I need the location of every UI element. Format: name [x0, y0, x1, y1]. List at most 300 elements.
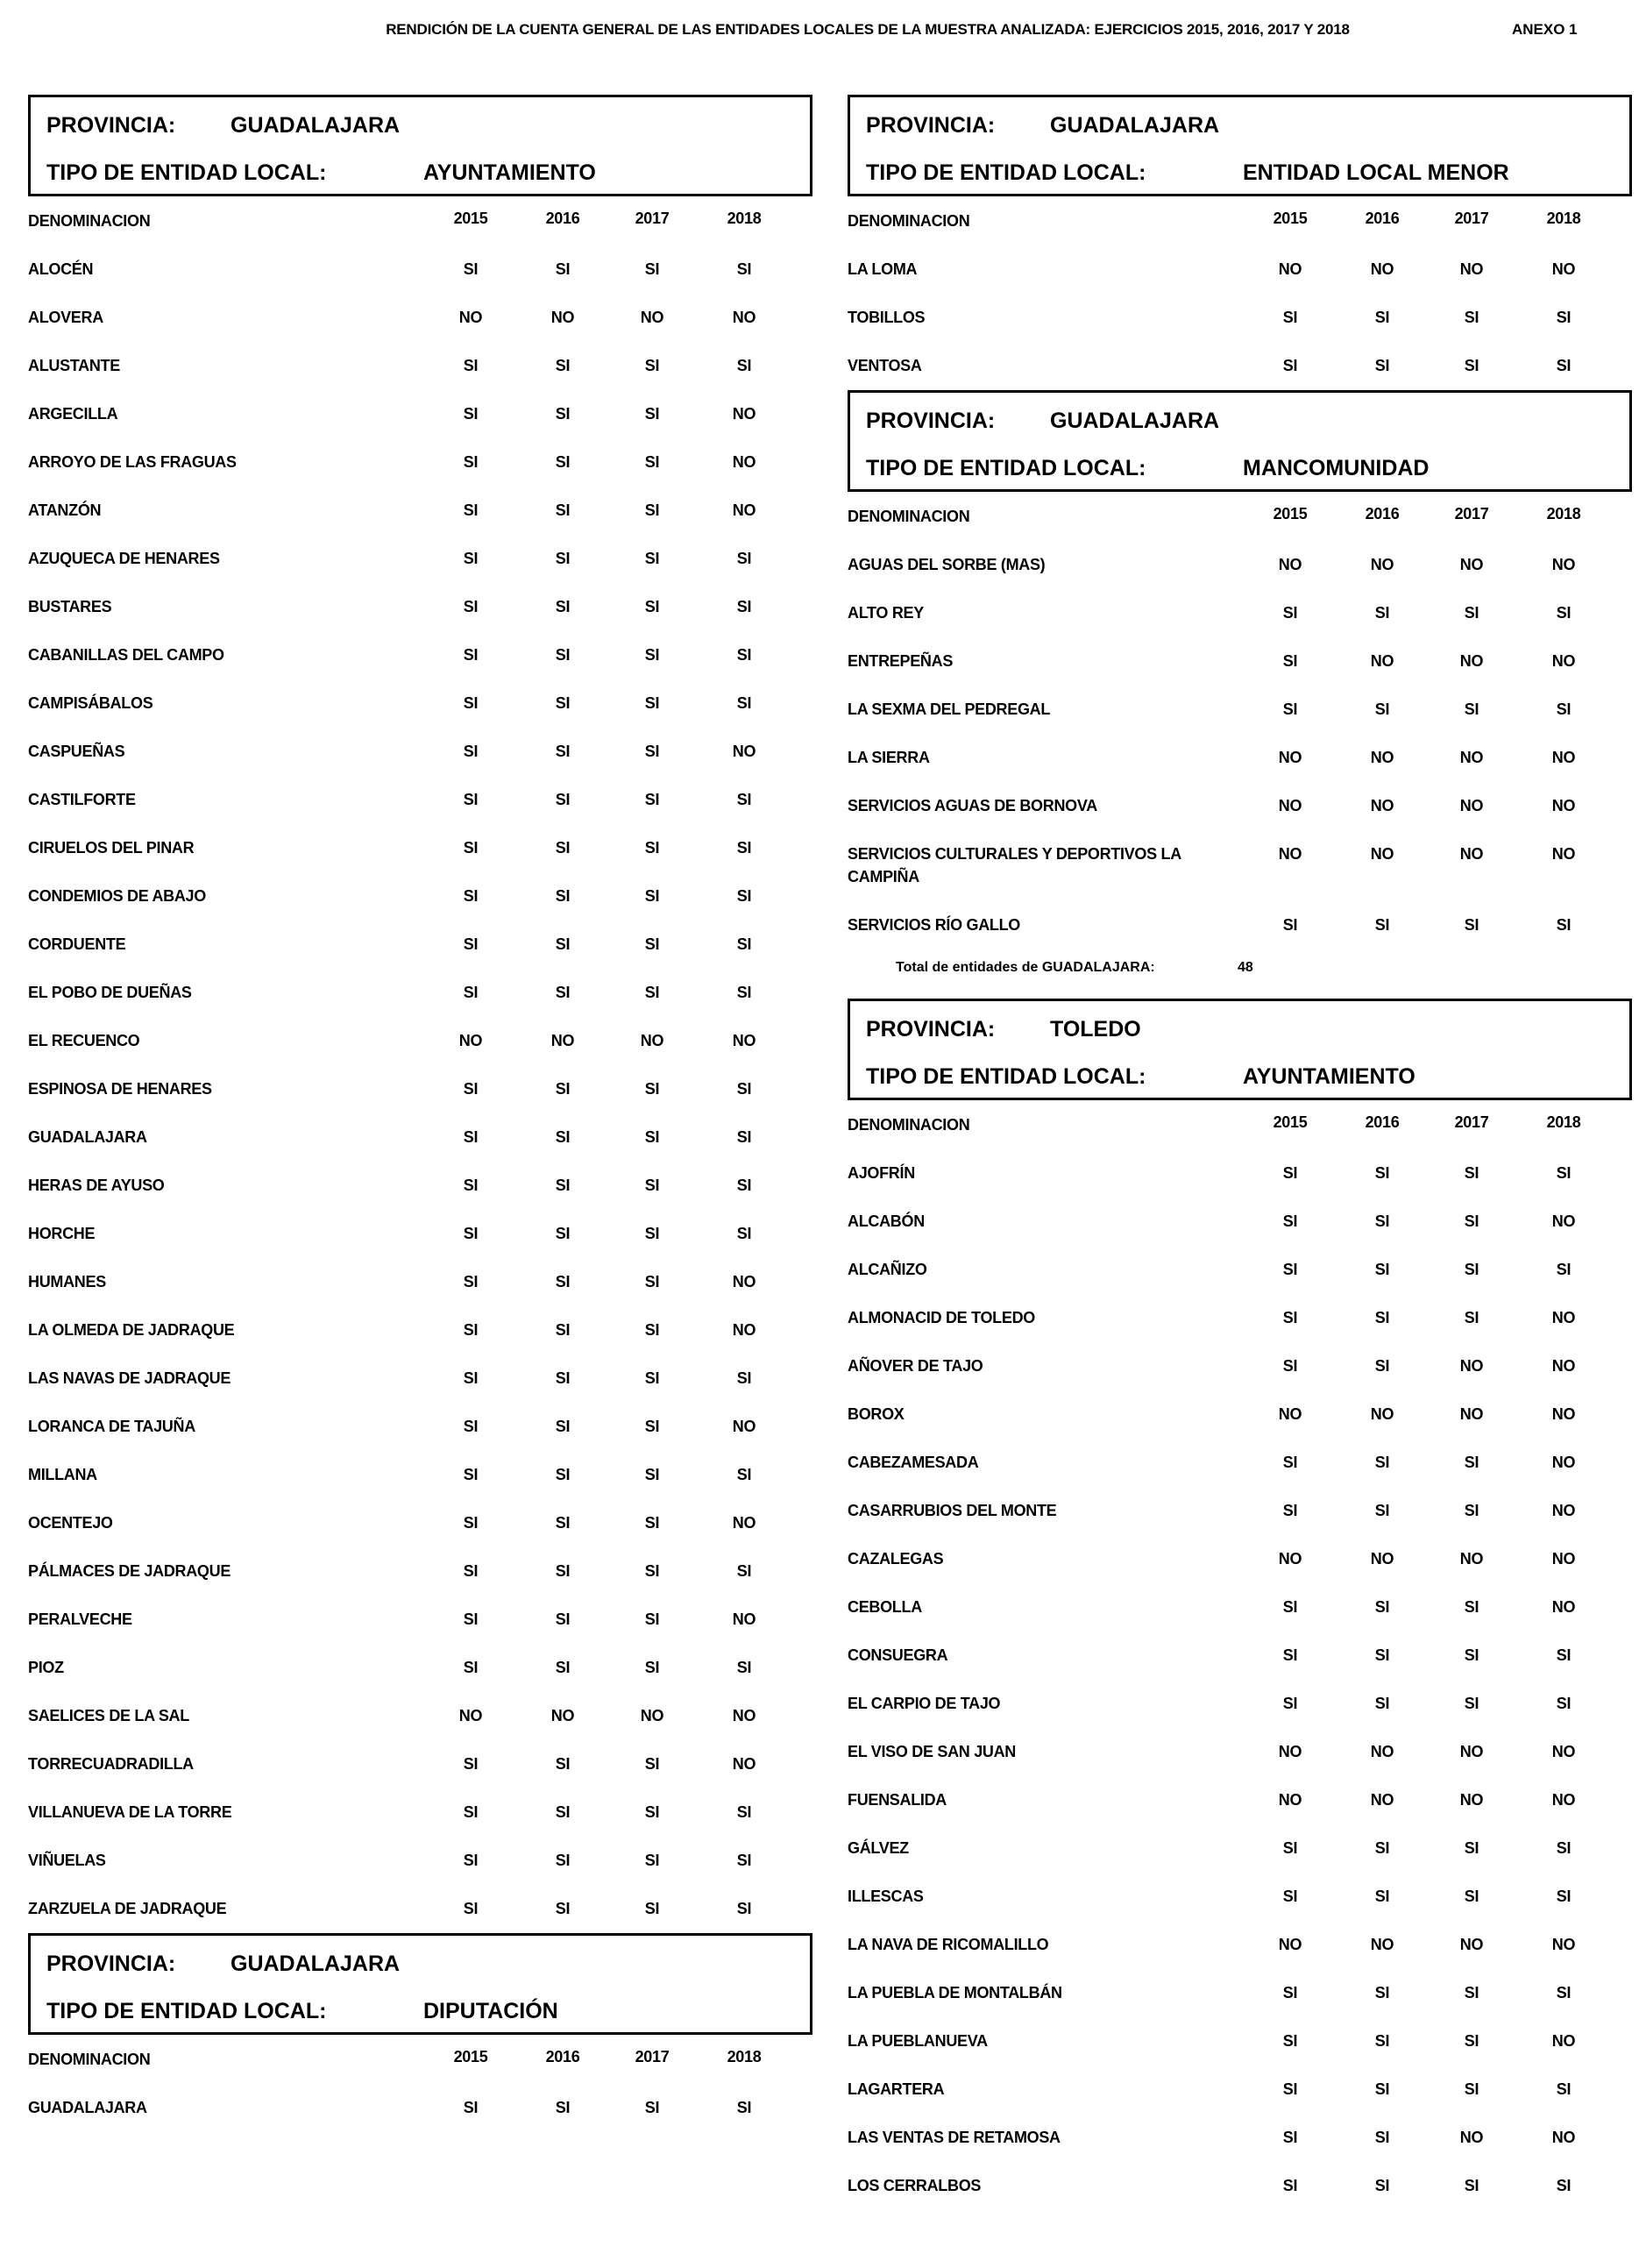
- provincia-value: TOLEDO: [1050, 1017, 1141, 1042]
- year-value-2018: SI: [1556, 1695, 1572, 1712]
- entity-name: LAS NAVAS DE JADRAQUE: [28, 1369, 231, 1387]
- entity-name: EL VISO DE SAN JUAN: [848, 1743, 1017, 1760]
- year-value-2017: SI: [644, 839, 660, 857]
- section-header-box: [28, 1933, 812, 2035]
- table-row: [848, 1198, 1632, 1246]
- entity-name: BOROX: [848, 1405, 905, 1423]
- year-value-2016: SI: [555, 1514, 571, 1532]
- table-row: [28, 1354, 812, 1403]
- entity-name: TORRECUADRADILLA: [28, 1755, 194, 1773]
- provincia-label: PROVINCIA:: [46, 113, 176, 138]
- year-value-2015: SI: [463, 1177, 479, 1194]
- year-value-2015: SI: [463, 887, 479, 905]
- table-row: [28, 1692, 812, 1740]
- year-value-2017: SI: [1464, 1454, 1479, 1471]
- year-value-2017: SI: [644, 984, 660, 1001]
- entity-name: TOBILLOS: [848, 309, 926, 326]
- year-value-2017: SI: [644, 2099, 660, 2116]
- year-value-2017: SI: [1464, 309, 1479, 326]
- annex-label: ANEXO 1: [1512, 21, 1578, 38]
- total-value: 48: [1238, 960, 1253, 975]
- year-value-2018: NO: [1551, 2129, 1576, 2146]
- year-value-2017: SI: [644, 260, 660, 278]
- year-value-2016: SI: [1374, 1839, 1390, 1857]
- year-value-2015: SI: [463, 1562, 479, 1580]
- entity-name: EL CARPIO DE TAJO: [848, 1695, 1001, 1712]
- table-row: [28, 1403, 812, 1451]
- entity-name: HUMANES: [28, 1273, 106, 1290]
- year-header-2017: 2017: [1454, 1113, 1489, 1131]
- year-value-2018: SI: [736, 1128, 752, 1146]
- entity-name: CEBOLLA: [848, 1598, 922, 1616]
- year-value-2015: SI: [463, 984, 479, 1001]
- entity-name: VENTOSA: [848, 357, 922, 374]
- entity-name: ALMONACID DE TOLEDO: [848, 1309, 1035, 1326]
- table-row: [28, 1740, 812, 1788]
- entity-name: PERALVECHE: [28, 1610, 132, 1628]
- year-header-2017: 2017: [1454, 210, 1489, 227]
- year-value-2015: SI: [1282, 1309, 1298, 1326]
- year-value-2016: SI: [555, 935, 571, 953]
- section-header-box: [848, 390, 1632, 492]
- year-value-2015: NO: [1278, 556, 1302, 573]
- year-value-2015: SI: [1282, 2177, 1298, 2194]
- year-value-2018: SI: [736, 1177, 752, 1194]
- entity-name: LAGARTERA: [848, 2080, 945, 2098]
- year-value-2017: SI: [644, 1128, 660, 1146]
- denominacion-header: DENOMINACION: [28, 2051, 151, 2068]
- table-row: [848, 901, 1632, 949]
- table-row: [848, 1680, 1632, 1728]
- entity-name: OCENTEJO: [28, 1514, 113, 1532]
- year-value-2018: SI: [736, 984, 752, 1001]
- entity-name: SERVICIOS CULTURALES Y DEPORTIVOS LA CAMPIÑA: [848, 845, 1181, 885]
- year-value-2016: NO: [1370, 749, 1394, 766]
- year-value-2018: SI: [736, 1080, 752, 1098]
- year-value-2015: SI: [463, 598, 479, 615]
- table-row: [848, 589, 1632, 637]
- year-value-2016: NO: [1370, 1550, 1394, 1568]
- year-value-2017: NO: [640, 309, 664, 326]
- year-value-2017: NO: [1459, 797, 1484, 814]
- year-value-2018: NO: [1551, 797, 1576, 814]
- tipo-value: AYUNTAMIENTO: [423, 160, 596, 185]
- entity-name: CABEZAMESADA: [848, 1454, 979, 1471]
- table-row: [28, 294, 812, 342]
- year-value-2017: SI: [644, 1321, 660, 1339]
- year-value-2017: SI: [644, 501, 660, 519]
- year-value-2017: NO: [1459, 1405, 1484, 1423]
- entity-name: PIOZ: [28, 1659, 64, 1676]
- year-value-2018: NO: [732, 743, 756, 760]
- year-value-2015: NO: [1278, 260, 1302, 278]
- tipo-line: [866, 1064, 1415, 1090]
- year-value-2015: SI: [1282, 1164, 1298, 1182]
- year-value-2016: NO: [550, 1707, 575, 1724]
- year-value-2015: SI: [463, 1273, 479, 1290]
- entity-name: LORANCA DE TAJUÑA: [28, 1418, 195, 1435]
- table-row: [848, 637, 1632, 686]
- year-value-2018: SI: [736, 550, 752, 567]
- table-row: [28, 245, 812, 294]
- year-header-2018: 2018: [1546, 1113, 1581, 1131]
- entity-name: EL POBO DE DUEÑAS: [28, 984, 192, 1001]
- year-header-2015: 2015: [1273, 1113, 1308, 1131]
- report-title: RENDICIÓN DE LA CUENTA GENERAL DE LAS ENTIDADES LOCALES DE LA MUESTRA ANALIZADA: EJERCICIOS 2015, 2016, 2017 Y 2018: [386, 21, 1350, 38]
- year-value-2015: SI: [1282, 604, 1298, 622]
- year-value-2018: NO: [1551, 1502, 1576, 1519]
- year-value-2016: NO: [1370, 845, 1394, 863]
- year-value-2016: SI: [555, 1177, 571, 1194]
- table-row: [28, 872, 812, 921]
- year-value-2018: NO: [1551, 1212, 1576, 1230]
- section-header-box: [848, 999, 1632, 1100]
- year-value-2017: SI: [644, 1852, 660, 1869]
- year-header-2016: 2016: [1365, 505, 1400, 523]
- entity-name: ZARZUELA DE JADRAQUE: [28, 1900, 227, 1917]
- year-value-2016: SI: [1374, 1212, 1390, 1230]
- table-row: [28, 487, 812, 535]
- year-header-2017: 2017: [1454, 505, 1489, 523]
- year-value-2018: NO: [1551, 1309, 1576, 1326]
- tipo-line: [46, 1999, 558, 2024]
- year-value-2016: NO: [550, 1032, 575, 1049]
- table-row: [28, 1885, 812, 1933]
- entity-name: LA OLMEDA DE JADRAQUE: [28, 1321, 235, 1339]
- year-value-2015: SI: [1282, 2080, 1298, 2098]
- entity-name: LA PUEBLANUEVA: [848, 2032, 988, 2050]
- year-value-2015: SI: [463, 1418, 479, 1435]
- year-value-2017: SI: [644, 743, 660, 760]
- year-value-2016: SI: [1374, 2129, 1390, 2146]
- year-value-2015: SI: [1282, 1984, 1298, 2001]
- denominacion-header: DENOMINACION: [848, 508, 970, 525]
- year-value-2017: SI: [644, 357, 660, 374]
- year-value-2016: SI: [1374, 1261, 1390, 1278]
- year-value-2015: NO: [458, 1032, 483, 1049]
- year-header-2015: 2015: [453, 2048, 488, 2065]
- year-header-2018: 2018: [727, 2048, 762, 2065]
- year-value-2015: SI: [463, 839, 479, 857]
- year-value-2016: SI: [555, 743, 571, 760]
- table-row: [848, 2017, 1632, 2065]
- column-header-row: [848, 492, 1632, 541]
- year-value-2016: SI: [555, 1225, 571, 1242]
- table-row: [848, 1728, 1632, 1776]
- table-row: [848, 686, 1632, 734]
- entity-name: CIRUELOS DEL PINAR: [28, 839, 195, 857]
- table-row: [848, 2162, 1632, 2210]
- provincia-line: [866, 409, 1220, 434]
- year-value-2017: SI: [1464, 2080, 1479, 2098]
- year-header-2016: 2016: [1365, 1113, 1400, 1131]
- column-header-row: [848, 1100, 1632, 1149]
- year-value-2016: SI: [555, 260, 571, 278]
- entity-name: ALTO REY: [848, 604, 924, 622]
- entity-name: AZUQUECA DE HENARES: [28, 550, 220, 567]
- tipo-value: MANCOMUNIDAD: [1243, 456, 1430, 480]
- year-value-2017: NO: [1459, 1791, 1484, 1809]
- table-row: [28, 1306, 812, 1354]
- table-row: [848, 1776, 1632, 1824]
- tipo-label: TIPO DE ENTIDAD LOCAL:: [866, 160, 1146, 185]
- year-value-2016: SI: [555, 1273, 571, 1290]
- year-value-2018: SI: [1556, 2177, 1572, 2194]
- year-value-2017: SI: [644, 1900, 660, 1917]
- year-value-2018: SI: [736, 1900, 752, 1917]
- year-value-2017: NO: [640, 1707, 664, 1724]
- year-value-2016: NO: [1370, 556, 1394, 573]
- provincia-value: GUADALAJARA: [1050, 113, 1220, 138]
- year-value-2015: NO: [1278, 797, 1302, 814]
- year-value-2015: SI: [463, 550, 479, 567]
- entity-name: GUADALAJARA: [28, 1128, 147, 1146]
- table-row: [848, 342, 1632, 390]
- year-value-2016: SI: [1374, 604, 1390, 622]
- table-row: [848, 2065, 1632, 2114]
- year-value-2015: NO: [1278, 1791, 1302, 1809]
- year-value-2017: SI: [1464, 1646, 1479, 1664]
- year-value-2018: NO: [732, 1514, 756, 1532]
- year-value-2016: SI: [1374, 1454, 1390, 1471]
- table-row: [848, 1535, 1632, 1583]
- year-value-2018: SI: [736, 1659, 752, 1676]
- entity-name: CABANILLAS DEL CAMPO: [28, 646, 224, 664]
- table-row: [848, 2114, 1632, 2162]
- year-value-2017: SI: [644, 1659, 660, 1676]
- year-value-2016: SI: [555, 1803, 571, 1821]
- year-value-2017: SI: [644, 1369, 660, 1387]
- year-value-2017: NO: [1459, 749, 1484, 766]
- year-value-2017: SI: [644, 550, 660, 567]
- year-value-2015: SI: [463, 935, 479, 953]
- entity-name: LA PUEBLA DE MONTALBÁN: [848, 1984, 1062, 2001]
- entity-name: LOS CERRALBOS: [848, 2177, 982, 2194]
- table-row: [848, 1921, 1632, 1969]
- year-value-2015: SI: [1282, 1261, 1298, 1278]
- table-row: [848, 1969, 1632, 2017]
- year-value-2016: SI: [555, 1659, 571, 1676]
- table-row: [28, 1451, 812, 1499]
- table-row: [848, 1149, 1632, 1198]
- year-value-2016: SI: [555, 1128, 571, 1146]
- denominacion-header: DENOMINACION: [28, 212, 151, 230]
- year-value-2017: SI: [644, 935, 660, 953]
- tipo-label: TIPO DE ENTIDAD LOCAL:: [866, 1064, 1146, 1089]
- year-header-2015: 2015: [1273, 505, 1308, 523]
- year-value-2018: NO: [1551, 1598, 1576, 1616]
- year-value-2017: SI: [1464, 1598, 1479, 1616]
- table-row: [848, 1439, 1632, 1487]
- table-row: [28, 342, 812, 390]
- year-value-2015: SI: [1282, 1646, 1298, 1664]
- year-value-2016: SI: [1374, 2080, 1390, 2098]
- table-row: [28, 1162, 812, 1210]
- year-value-2015: SI: [1282, 700, 1298, 718]
- year-value-2018: NO: [732, 1707, 756, 1724]
- entity-name: CORDUENTE: [28, 935, 126, 953]
- year-value-2016: SI: [1374, 357, 1390, 374]
- table-row: [848, 1873, 1632, 1921]
- entity-name: SAELICES DE LA SAL: [28, 1707, 189, 1724]
- year-value-2017: SI: [1464, 1502, 1479, 1519]
- year-value-2018: SI: [1556, 700, 1572, 718]
- provincia-line: [46, 1952, 401, 1977]
- tipo-label: TIPO DE ENTIDAD LOCAL:: [46, 1999, 327, 2023]
- year-value-2015: SI: [1282, 1839, 1298, 1857]
- table-row: [848, 782, 1632, 830]
- entity-name: EL RECUENCO: [28, 1032, 140, 1049]
- left-column: [28, 95, 812, 2132]
- year-header-2018: 2018: [1546, 210, 1581, 227]
- provincia-line: [46, 113, 401, 139]
- year-value-2018: SI: [736, 357, 752, 374]
- year-value-2015: SI: [463, 1080, 479, 1098]
- right-column: [848, 95, 1632, 2210]
- year-value-2016: SI: [555, 1900, 571, 1917]
- section-header-box: [848, 95, 1632, 196]
- table-row: [28, 1258, 812, 1306]
- year-value-2015: SI: [1282, 2032, 1298, 2050]
- year-value-2018: SI: [736, 1803, 752, 1821]
- provincia-value: GUADALAJARA: [1050, 409, 1220, 433]
- entity-name: CASARRUBIOS DEL MONTE: [848, 1502, 1057, 1519]
- year-value-2015: SI: [1282, 1502, 1298, 1519]
- entity-name: HERAS DE AYUSO: [28, 1177, 165, 1194]
- year-value-2016: SI: [1374, 1888, 1390, 1905]
- provincia-line: [866, 1017, 1141, 1042]
- provincia-label: PROVINCIA:: [46, 1952, 176, 1976]
- year-value-2015: SI: [1282, 1454, 1298, 1471]
- tipo-label: TIPO DE ENTIDAD LOCAL:: [46, 160, 327, 185]
- year-value-2017: SI: [644, 598, 660, 615]
- year-value-2016: SI: [555, 839, 571, 857]
- year-value-2016: SI: [555, 1418, 571, 1435]
- year-value-2015: SI: [463, 646, 479, 664]
- column-header-row: [28, 196, 812, 245]
- year-value-2016: SI: [555, 887, 571, 905]
- year-value-2018: SI: [736, 1225, 752, 1242]
- table-row: [28, 390, 812, 438]
- entity-name: GÁLVEZ: [848, 1839, 909, 1857]
- year-value-2018: NO: [732, 405, 756, 423]
- year-value-2018: NO: [732, 1321, 756, 1339]
- year-value-2016: SI: [555, 550, 571, 567]
- year-value-2018: SI: [736, 1466, 752, 1483]
- total-line: [848, 949, 1632, 999]
- year-value-2016: SI: [1374, 1309, 1390, 1326]
- column-header-row: [28, 2035, 812, 2084]
- year-value-2015: SI: [463, 1128, 479, 1146]
- year-value-2015: NO: [1278, 749, 1302, 766]
- provincia-value: GUADALAJARA: [231, 1952, 401, 1976]
- table-row: [28, 1499, 812, 1547]
- year-value-2018: SI: [1556, 309, 1572, 326]
- entity-name: LA LOMA: [848, 260, 918, 278]
- year-value-2017: SI: [1464, 357, 1479, 374]
- year-value-2017: SI: [644, 1080, 660, 1098]
- year-value-2017: SI: [1464, 1261, 1479, 1278]
- entity-name: LA SEXMA DEL PEDREGAL: [848, 700, 1051, 718]
- year-value-2017: NO: [640, 1032, 664, 1049]
- year-value-2016: SI: [555, 1369, 571, 1387]
- year-value-2018: SI: [1556, 1646, 1572, 1664]
- entity-name: CONDEMIOS DE ABAJO: [28, 887, 206, 905]
- year-value-2017: SI: [1464, 1695, 1479, 1712]
- year-value-2016: SI: [1374, 1164, 1390, 1182]
- year-value-2018: SI: [736, 598, 752, 615]
- year-header-2016: 2016: [545, 2048, 580, 2065]
- table-row: [28, 1017, 812, 1065]
- year-value-2015: SI: [1282, 916, 1298, 934]
- year-value-2016: SI: [555, 791, 571, 808]
- year-value-2017: NO: [1459, 1743, 1484, 1760]
- tipo-value: DIPUTACIÓN: [423, 1999, 558, 2023]
- year-value-2018: SI: [1556, 1888, 1572, 1905]
- year-value-2018: SI: [736, 260, 752, 278]
- year-value-2016: SI: [555, 694, 571, 712]
- year-value-2015: SI: [463, 2099, 479, 2116]
- year-value-2016: SI: [555, 1852, 571, 1869]
- year-value-2016: NO: [1370, 1936, 1394, 1953]
- year-value-2016: SI: [555, 646, 571, 664]
- year-value-2015: SI: [463, 501, 479, 519]
- year-value-2017: NO: [1459, 260, 1484, 278]
- tipo-line: [866, 160, 1509, 186]
- year-value-2017: SI: [644, 405, 660, 423]
- year-value-2016: SI: [555, 1755, 571, 1773]
- year-value-2016: NO: [550, 309, 575, 326]
- entity-name: VIÑUELAS: [28, 1852, 106, 1869]
- year-value-2017: SI: [1464, 1839, 1479, 1857]
- year-value-2016: NO: [1370, 1405, 1394, 1423]
- entity-name: ARROYO DE LAS FRAGUAS: [28, 453, 237, 471]
- year-value-2015: SI: [463, 1369, 479, 1387]
- year-value-2016: SI: [1374, 1984, 1390, 2001]
- year-value-2016: SI: [555, 1610, 571, 1628]
- year-value-2018: SI: [736, 887, 752, 905]
- year-value-2015: SI: [1282, 1695, 1298, 1712]
- year-value-2018: SI: [1556, 357, 1572, 374]
- year-value-2015: SI: [1282, 2129, 1298, 2146]
- year-value-2015: SI: [463, 260, 479, 278]
- entity-name: ATANZÓN: [28, 501, 102, 519]
- year-value-2018: NO: [732, 453, 756, 471]
- year-value-2016: SI: [555, 501, 571, 519]
- year-value-2018: NO: [732, 1610, 756, 1628]
- entity-name: CASTILFORTE: [28, 791, 136, 808]
- year-value-2017: SI: [644, 1803, 660, 1821]
- year-value-2018: NO: [1551, 2032, 1576, 2050]
- year-value-2016: NO: [1370, 652, 1394, 670]
- year-value-2018: SI: [736, 1852, 752, 1869]
- table-row: [28, 631, 812, 679]
- table-row: [28, 1644, 812, 1692]
- year-value-2018: NO: [1551, 1405, 1576, 1423]
- year-value-2016: SI: [555, 1321, 571, 1339]
- denominacion-header: DENOMINACION: [848, 212, 970, 230]
- year-value-2018: NO: [732, 1032, 756, 1049]
- table-row: [28, 535, 812, 583]
- year-value-2018: NO: [732, 501, 756, 519]
- year-value-2017: SI: [644, 1562, 660, 1580]
- denominacion-header: DENOMINACION: [848, 1116, 970, 1134]
- year-value-2016: SI: [1374, 1357, 1390, 1375]
- entity-name: SERVICIOS RÍO GALLO: [848, 916, 1020, 934]
- table-row: [28, 728, 812, 776]
- year-value-2015: SI: [463, 743, 479, 760]
- tipo-label: TIPO DE ENTIDAD LOCAL:: [866, 456, 1146, 480]
